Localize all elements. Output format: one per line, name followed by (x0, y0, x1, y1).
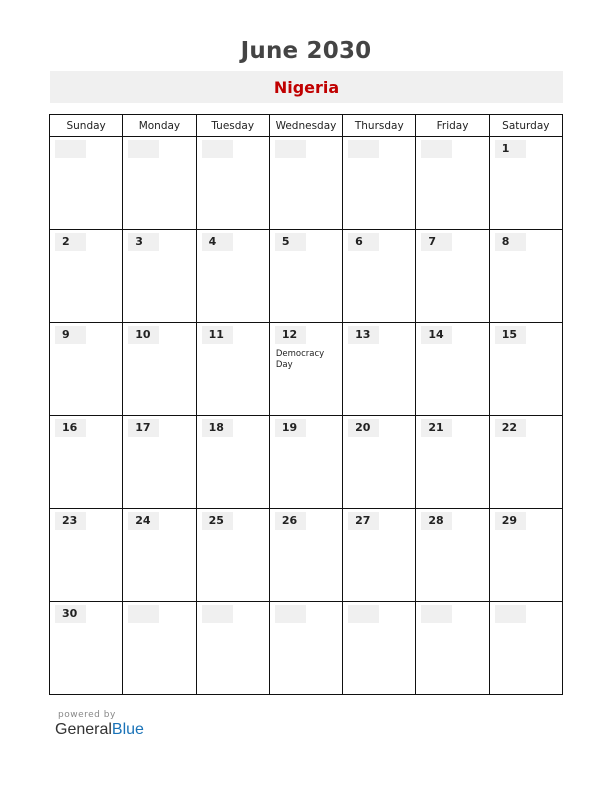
day-cell[interactable] (269, 323, 342, 416)
day-number: 17 (128, 419, 159, 437)
weekday-header: Tuesday (196, 115, 269, 137)
day-number: 21 (421, 419, 452, 437)
day-number: 19 (275, 419, 306, 437)
day-number: 30 (55, 605, 86, 623)
weekday-header: Wednesday (269, 115, 342, 137)
day-number: 26 (275, 512, 306, 530)
page-title: June 2030 (240, 38, 372, 64)
day-cell[interactable] (123, 509, 196, 602)
powered-by-label: powered by (58, 710, 116, 720)
day-number: 22 (495, 419, 526, 437)
day-cell[interactable] (489, 416, 562, 509)
weekday-header: Monday (123, 115, 196, 137)
day-cell[interactable] (269, 137, 342, 230)
day-cell[interactable] (196, 230, 269, 323)
day-number: 15 (495, 326, 526, 344)
day-number: 8 (495, 233, 526, 251)
day-cell[interactable] (489, 509, 562, 602)
day-number: 16 (55, 419, 86, 437)
day-cell[interactable] (196, 323, 269, 416)
day-number (421, 140, 452, 158)
day-number: 13 (348, 326, 379, 344)
day-cell[interactable] (50, 137, 123, 230)
day-cell[interactable] (416, 137, 489, 230)
day-number: 5 (275, 233, 306, 251)
day-number: 2 (55, 233, 86, 251)
week-row (50, 509, 563, 602)
day-number (128, 140, 159, 158)
day-number: 1 (495, 140, 526, 158)
brand-general: General (55, 721, 112, 738)
weekday-header: Thursday (343, 115, 416, 137)
weekday-header: Saturday (489, 115, 562, 137)
day-number (202, 605, 233, 623)
day-number (421, 605, 452, 623)
day-number: 7 (421, 233, 452, 251)
day-number (55, 140, 86, 158)
day-number (348, 140, 379, 158)
day-cell[interactable] (343, 137, 416, 230)
day-number (202, 140, 233, 158)
day-number: 10 (128, 326, 159, 344)
day-cell[interactable] (196, 416, 269, 509)
day-number (128, 605, 159, 623)
day-cell[interactable] (343, 323, 416, 416)
week-row (50, 230, 563, 323)
day-cell[interactable] (50, 230, 123, 323)
day-cell[interactable] (123, 602, 196, 695)
day-number: 12 (275, 326, 306, 344)
generalblue-logo[interactable] (55, 721, 144, 739)
day-cell[interactable] (416, 509, 489, 602)
day-number (275, 140, 306, 158)
day-cell[interactable] (489, 602, 562, 695)
day-number: 27 (348, 512, 379, 530)
day-cell[interactable] (50, 602, 123, 695)
day-number: 28 (421, 512, 452, 530)
holiday-label: Democracy Day (275, 349, 325, 370)
day-number (495, 605, 526, 623)
day-cell[interactable] (416, 602, 489, 695)
day-cell[interactable] (416, 230, 489, 323)
day-cell[interactable] (269, 416, 342, 509)
week-row (50, 137, 563, 230)
day-number: 14 (421, 326, 452, 344)
day-number: 9 (55, 326, 86, 344)
day-cell[interactable] (196, 137, 269, 230)
day-number: 18 (202, 419, 233, 437)
day-cell[interactable] (50, 509, 123, 602)
weekday-header: Sunday (50, 115, 123, 137)
day-number: 20 (348, 419, 379, 437)
day-number: 24 (128, 512, 159, 530)
country-name: Nigeria (273, 77, 340, 97)
day-cell[interactable] (416, 416, 489, 509)
day-number: 23 (55, 512, 86, 530)
day-cell[interactable] (269, 230, 342, 323)
day-number: 25 (202, 512, 233, 530)
day-number (275, 605, 306, 623)
week-row (50, 602, 563, 695)
day-cell[interactable] (50, 323, 123, 416)
day-number: 11 (202, 326, 233, 344)
day-number: 29 (495, 512, 526, 530)
day-cell[interactable] (123, 137, 196, 230)
day-cell[interactable] (269, 509, 342, 602)
day-cell[interactable] (343, 230, 416, 323)
day-number (348, 605, 379, 623)
day-number: 3 (128, 233, 159, 251)
day-number: 6 (348, 233, 379, 251)
day-cell[interactable] (416, 323, 489, 416)
day-cell[interactable] (489, 323, 562, 416)
week-row (50, 323, 563, 416)
day-number: 4 (202, 233, 233, 251)
day-cell[interactable] (343, 416, 416, 509)
brand-blue: Blue (111, 721, 144, 738)
day-cell[interactable] (50, 416, 123, 509)
day-cell[interactable] (196, 509, 269, 602)
day-cell[interactable] (489, 137, 562, 230)
weekday-header: Friday (416, 115, 489, 137)
day-cell[interactable] (123, 323, 196, 416)
day-cell[interactable] (343, 509, 416, 602)
country-banner (50, 71, 563, 103)
day-cell[interactable] (343, 602, 416, 695)
day-cell[interactable] (196, 602, 269, 695)
week-row (50, 416, 563, 509)
day-cell[interactable] (489, 230, 562, 323)
weekday-header-row (50, 115, 563, 137)
day-cell[interactable] (123, 230, 196, 323)
calendar-grid (49, 114, 563, 695)
day-cell[interactable] (269, 602, 342, 695)
day-cell[interactable] (123, 416, 196, 509)
